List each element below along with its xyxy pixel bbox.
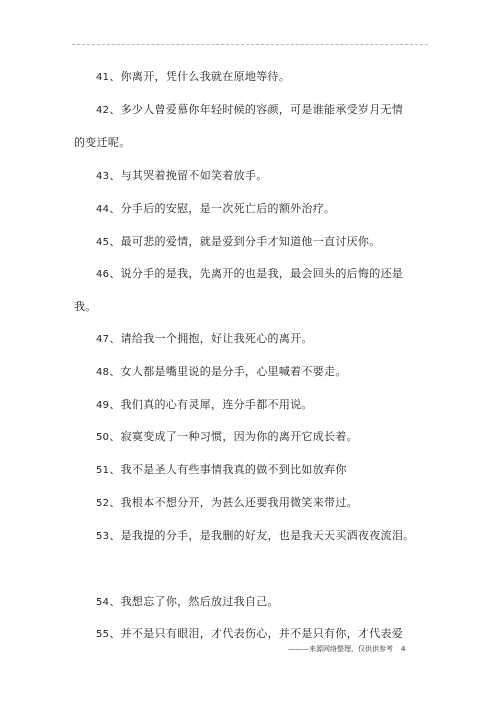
entry-54 xyxy=(96,595,279,610)
entry-text: 、与其哭着挽留不如笑着放手。 xyxy=(109,169,268,182)
entry-text: 、你离开，凭什么我就在原地等待。 xyxy=(109,70,291,83)
entry-number: 42 xyxy=(96,105,110,116)
page-number: 4 xyxy=(401,645,406,653)
page-footer xyxy=(288,644,405,654)
entry-51 xyxy=(96,463,347,478)
footer-source-note: ———来源网络整理，仅供供参考 xyxy=(288,645,393,653)
entry-text: 、说分手的是我，先离开的也是我，最会回头的后悔的还是 xyxy=(109,267,404,280)
entry-text: 、最可悲的爱情，就是爱到分手才知道他一直讨厌你。 xyxy=(109,235,381,248)
entry-48 xyxy=(96,365,347,380)
entry-number: 43 xyxy=(96,171,110,182)
entry-text: 、多少人曾爱慕你年轻时候的容颜，可是谁能承受岁月无情 xyxy=(109,103,404,116)
entry-text: 、我想忘了你，然后放过我自己。 xyxy=(109,595,279,608)
entry-52 xyxy=(96,496,358,511)
entry-47 xyxy=(96,332,313,347)
top-dashed-divider xyxy=(72,44,428,45)
entry-number: 44 xyxy=(96,204,110,215)
entry-55 xyxy=(96,627,403,642)
entry-number: 50 xyxy=(96,432,110,443)
entry-number: 48 xyxy=(96,367,110,378)
entry-43 xyxy=(96,169,268,184)
entry-42-continuation: 的变迁呢。 xyxy=(74,136,131,149)
entry-text: 、分手后的安慰，是一次死亡后的额外治疗。 xyxy=(109,202,336,215)
entry-45 xyxy=(96,235,381,250)
entry-number: 55 xyxy=(96,629,110,640)
entry-53 xyxy=(96,529,414,544)
entry-text: 、我们真的心有灵犀，连分手都不用说。 xyxy=(109,398,313,411)
entry-number: 47 xyxy=(96,334,110,345)
entry-number: 54 xyxy=(96,597,110,608)
entry-number: 51 xyxy=(96,465,110,476)
entry-text: 、请给我一个拥抱，好让我死心的离开。 xyxy=(109,332,313,345)
entry-41 xyxy=(96,70,290,85)
entry-50 xyxy=(96,430,358,445)
entry-number: 46 xyxy=(96,269,110,280)
entry-42 xyxy=(96,103,403,118)
entry-number: 53 xyxy=(96,531,110,542)
entry-number: 41 xyxy=(96,72,110,83)
entry-text: 、我不是圣人有些事情我真的做不到比如放弃你 xyxy=(109,463,347,476)
entry-number: 52 xyxy=(96,498,110,509)
entry-46-continuation: 我。 xyxy=(74,300,97,313)
entry-text: 、寂寞变成了一种习惯，因为你的离开它成长着。 xyxy=(109,430,358,443)
entry-text: 、并不是只有眼泪，才代表伤心，并不是只有你，才代表爱 xyxy=(109,627,404,640)
entry-number: 49 xyxy=(96,400,110,411)
entry-number: 45 xyxy=(96,237,110,248)
entry-text: 、我根本不想分开，为甚么还要我用微笑来带过。 xyxy=(109,496,358,509)
entry-44 xyxy=(96,202,335,217)
entry-text: 、是我提的分手，是我删的好友，也是我天天买酒夜夜流泪。 xyxy=(109,529,415,542)
entry-text: 、女人都是嘴里说的是分手，心里喊着不要走。 xyxy=(109,365,347,378)
entry-46 xyxy=(96,267,403,282)
entry-49 xyxy=(96,398,313,413)
